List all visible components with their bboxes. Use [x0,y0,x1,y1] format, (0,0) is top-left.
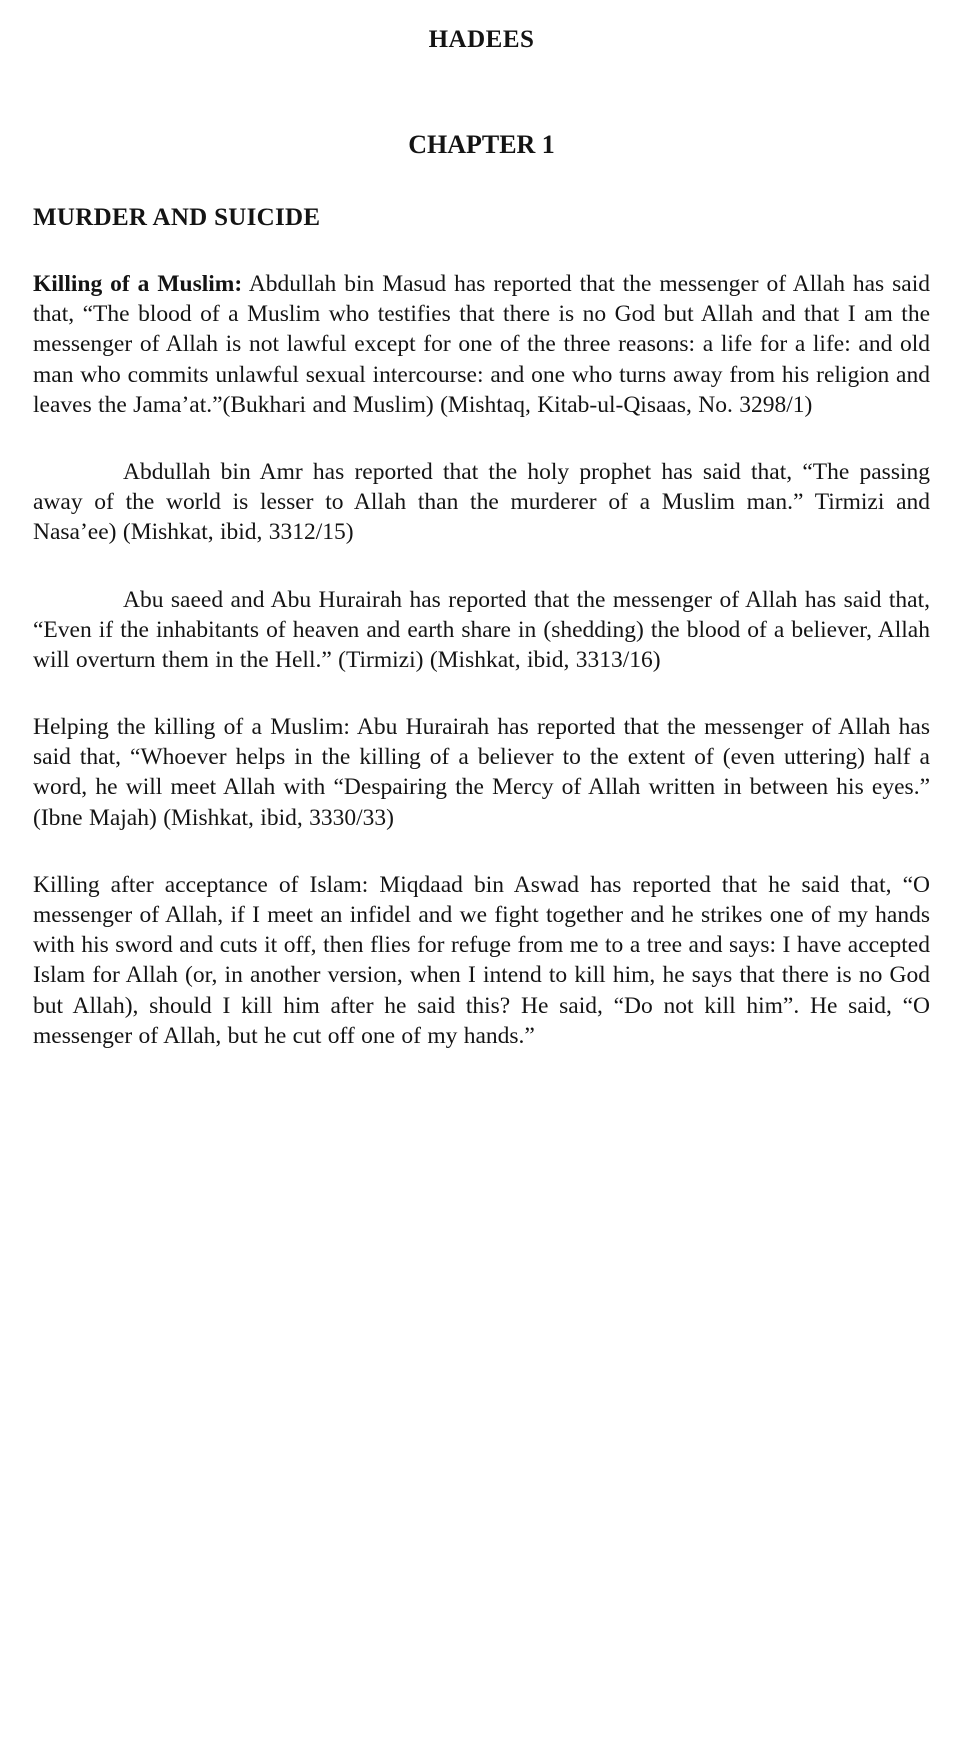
paragraph-text: Abdullah bin Masud has reported that the messenger of Allah has said that, “The blood of a Muslim who testifies that there is no God but Allah and that I am the messenger of Allah is not lawful except for one of the three reasons: a life for a life: and old man who commits unlawful sexual intercourse: and one who turns away from his religion and leaves the Jama’at.”(Bukhari and Muslim) (Mishtaq, Kitab-ul-Qisaas, No. 3298/1) [33,271,930,418]
paragraph-abdullah-bin-amr [33,457,930,548]
paragraph-helping-the-killing [33,712,930,833]
paragraph-text: Helping the killing of a Muslim: Abu Hurairah has reported that the messenger of Allah has said that, “Whoever helps in the killing of a believer to the extent of (even uttering) half a word, he will meet Allah with “Despairing the Mercy of Allah written in between his eyes.” (Ibne Majah) (Mishkat, ibid, 3330/33) [33,714,930,831]
paragraph-abu-saeed-abu-hurairah [33,585,930,676]
section-heading: MURDER AND SUICIDE [33,204,321,231]
paragraph-text: Abu saeed and Abu Hurairah has reported that the messenger of Allah has said that, “Even if the inhabitants of heaven and earth share in (shedding) the blood of a believer, Allah will overturn them in the Hell.” (Tirmizi) (Mishkat, ibid, 3313/16) [33,586,930,673]
paragraph-killing-of-a-muslim [33,269,930,420]
paragraph-text: Killing after acceptance of Islam: Miqdaad bin Aswad has reported that he said that, “O messenger of Allah, if I meet an infidel and we fight together and he strikes one of my hands with his sword and cuts it off, then flies for refuge from me to a tree and says: I have accepted Islam for Allah (or, in another version, when I intend to kill him, he says that there is no God but Allah), should I kill him after he said this? He said, “Do not kill him”. He said, “O messenger of Allah, but he cut off one of my hands.” [33,871,930,1049]
paragraph-lead: Killing of a Muslim: [33,271,243,297]
paragraph-killing-after-acceptance [33,870,930,1051]
paragraph-text: Abdullah bin Amr has reported that the holy prophet has said that, “The passing away of the world is lesser to Allah than the murderer of a Muslim man.” Tirmizi and Nasa’ee) (Mishkat, ibid, 3312/15) [33,458,930,546]
chapter-heading: CHAPTER 1 [408,130,555,159]
page-title: HADEES [428,26,535,53]
